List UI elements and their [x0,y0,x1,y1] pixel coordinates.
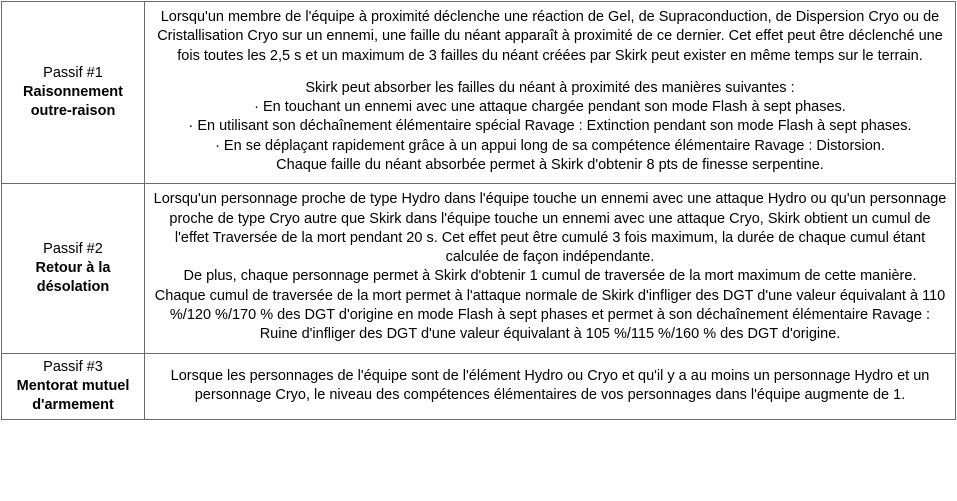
passive-description-cell [145,353,956,419]
passive-name-cell [2,184,145,353]
passive-label: Passif #3 [43,358,103,375]
table-row [2,184,956,353]
description-paragraph: Lorsque les personnages de l'équipe sont de l'élément Hydro ou Cryo et qu'il y a au moins un personnage Hydro et un personnage Cryo, le niveau des compétences élémentaires de vos personnages dans l'équipe augmente de 1. [170,367,930,404]
description-paragraph: Skirk peut absorber les failles du néant à proximité des manières suivantes : [305,79,795,96]
table-row [2,2,956,184]
passive-name-cell [2,2,145,184]
passive-description-cell [145,2,956,184]
description-bullet: · En touchant un ennemi avec une attaque chargée pendant son mode Flash à sept phases. [254,99,846,116]
description-bullet: · En se déplaçant rapidement grâce à un appui long de sa compétence élémentaire Ravage : Distorsion. [215,137,885,154]
passive-title: Retour à la désolation [35,259,111,295]
description-paragraph: De plus, chaque personnage permet à Skirk d'obtenir 1 cumul de traversée de la mort maximum de cette manière. [183,268,917,285]
description-paragraph: Lorsqu'un personnage proche de type Hydro dans l'équipe touche un ennemi avec une attaque Hydro ou qu'un personnage proche de type Cryo autre que Skirk dans l'équipe touche un ennemi avec une attaque Cryo, Skirk obtient un cumul de l'effet Traversée de la mort pendant 20 s. Cet effet peut être cumulé 3 fois maximum, la durée de chaque cumul étant calculée de façon indépendante. [153,191,947,266]
passive-label: Passif #2 [43,240,103,257]
description-paragraph: Chaque faille du néant absorbée permet à Skirk d'obtenir 8 pts de finesse serpentine. [276,156,824,173]
passive-talents-table [1,1,956,420]
table-row [2,353,956,419]
passive-name-cell [2,353,145,419]
passive-label: Passif #1 [43,64,103,81]
description-bullet: · En utilisant son déchaînement élémentaire spécial Ravage : Extinction pendant son mode Flash à sept phases. [188,118,912,135]
description-paragraph: Lorsqu'un membre de l'équipe à proximité déclenche une réaction de Gel, de Supraconduction, de Dispersion Cryo ou de Cristallisation Cryo sur un ennemi, une faille du néant apparaît à proximité de ce dernier. Cet effet peut être déclenché une fois toutes les 2,5 s et un maximum de 3 failles du néant créées par Skirk peut exister en même temps sur le terrain. [157,9,943,64]
description-paragraph: Chaque cumul de traversée de la mort permet à l'attaque normale de Skirk d'infliger des DGT d'une valeur équivalant à 110 %/120 %/170 % des DGT d'origine en mode Flash à sept phases et permet à son déchaînement élémentaire Ravage : Ruine d'infliger des DGT d'une valeur équivalant à 105 %/115 %/160 % des DGT d'origine. [154,287,946,343]
passive-title: Mentorat mutuel d'armement [16,377,130,413]
passive-description-cell [145,184,956,353]
passive-title: Raisonnement outre-raison [23,84,123,120]
